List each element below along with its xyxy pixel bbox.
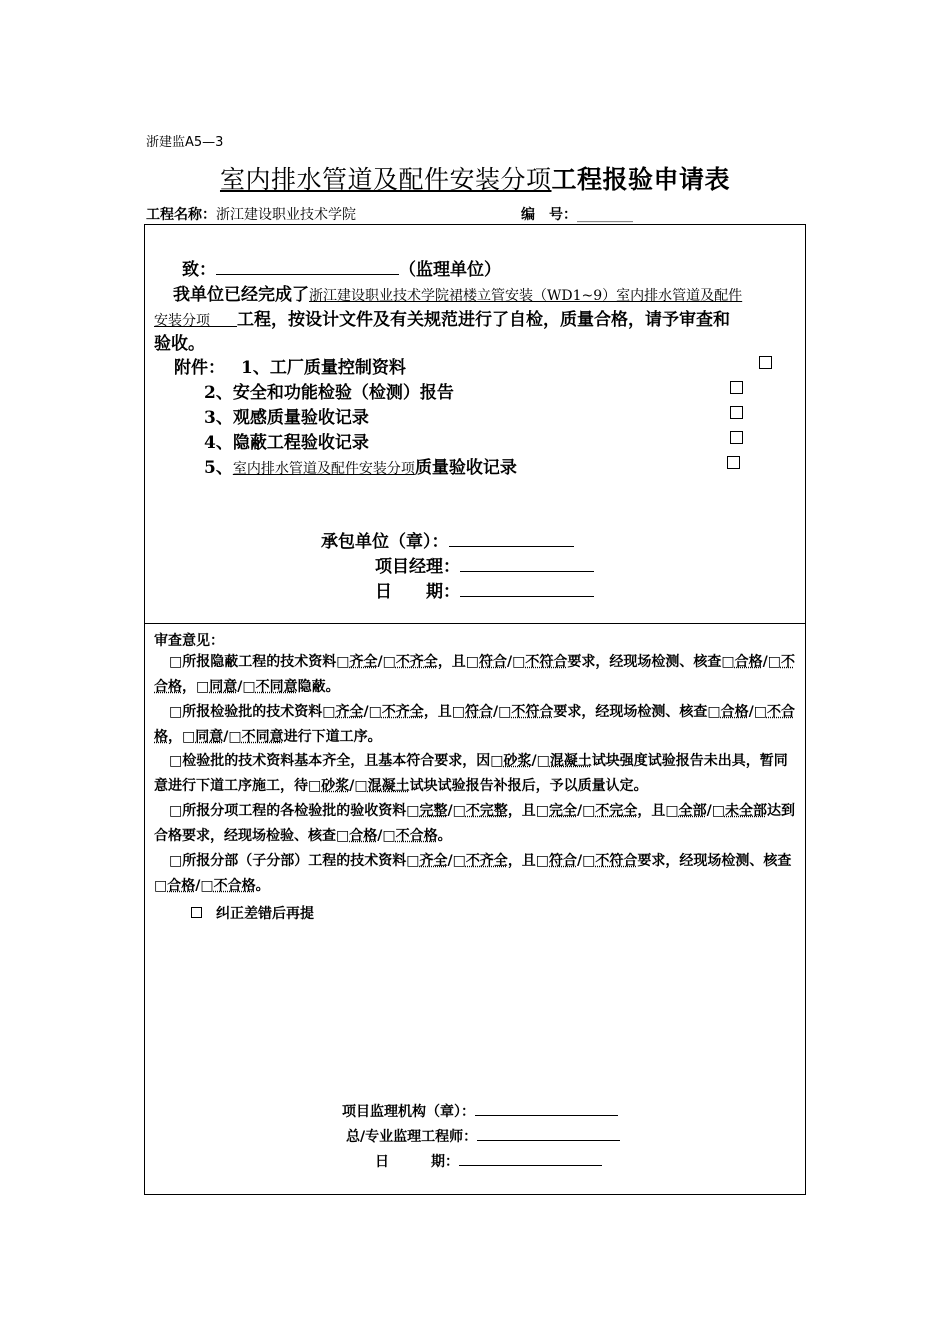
review-text: ，且□ xyxy=(507,853,550,869)
engineer-blank[interactable] xyxy=(477,1140,620,1141)
review-text: /□ xyxy=(447,853,466,869)
review-text: /□ xyxy=(363,704,382,720)
review-date-label: 日 期： xyxy=(375,1154,459,1170)
attachment-5 xyxy=(204,453,517,478)
review-text: /□ xyxy=(237,679,256,695)
review-text: ，且□ xyxy=(507,803,550,819)
review-option[interactable]: 不同意 xyxy=(241,729,284,745)
application-text-rest1: 工程，按设计文件及有关规范进行了自检，质量合格，请予审查和 xyxy=(237,310,731,330)
correction-checkbox[interactable] xyxy=(191,907,202,918)
attachments-label: 附件： xyxy=(174,358,225,378)
attachment-3-checkbox[interactable] xyxy=(730,406,743,419)
attachment-1: 1、工厂质量控制资料 xyxy=(241,358,406,378)
attachment-5-suffix: 质量验收记录 xyxy=(414,458,517,478)
review-item-2 xyxy=(154,700,799,750)
review-text: 试块试验报告补报后，予以质量认定。 xyxy=(409,778,648,794)
review-text: /□ xyxy=(195,878,214,894)
attachment-3: 3、观感质量验收记录 xyxy=(204,408,369,428)
review-text: /□ xyxy=(706,803,725,819)
engineer-label: 总/专业监理工程师： xyxy=(346,1129,478,1145)
addressee-label: 致： xyxy=(182,260,216,280)
contractor-label: 承包单位（章）： xyxy=(321,532,449,552)
review-option[interactable]: 砂浆 xyxy=(503,753,532,769)
manager-label: 项目经理： xyxy=(375,557,460,577)
project-name-value: 浙江建设职业技术学院 xyxy=(216,207,356,223)
review-text: □所报分部（子分部）工程的技术资料□ xyxy=(169,853,420,869)
application-date-label: 日 期： xyxy=(375,582,460,602)
application-line-3: 验收。 xyxy=(154,334,205,354)
review-text: ，□ xyxy=(182,679,210,695)
form-number-row xyxy=(521,204,633,224)
title-subject: 室内排水管道及配件安装分项 xyxy=(219,165,552,194)
attachment-5-subject[interactable]: 室内排水管道及配件安装分项 xyxy=(232,461,415,477)
attachment-5-checkbox[interactable] xyxy=(727,456,740,469)
review-org-row xyxy=(342,1101,618,1121)
review-text: /□ xyxy=(377,654,396,670)
review-option[interactable]: 不合格 xyxy=(395,828,438,844)
project-name-label: 工程名称： xyxy=(146,207,216,223)
review-option[interactable]: 齐全 xyxy=(349,654,378,670)
addressee-blank[interactable] xyxy=(216,274,399,275)
addressee-suffix: （监理单位） xyxy=(399,260,501,280)
review-text: /□ xyxy=(223,729,242,745)
review-option[interactable]: 不合格 xyxy=(213,878,256,894)
review-item-4 xyxy=(154,799,799,849)
contractor-row xyxy=(321,527,574,552)
review-text: /□ xyxy=(493,704,512,720)
review-option[interactable]: 合格 xyxy=(349,828,378,844)
review-text: □所报隐蔽工程的技术资料□ xyxy=(169,654,350,670)
review-option[interactable]: 不符合 xyxy=(511,704,554,720)
review-option[interactable]: 不齐全 xyxy=(381,704,424,720)
page-title xyxy=(0,160,950,196)
attachment-5-number: 5、 xyxy=(204,458,233,478)
review-option[interactable]: 不符合 xyxy=(595,853,638,869)
review-option[interactable]: 不合格 xyxy=(154,654,795,695)
addressee-line xyxy=(182,255,501,280)
review-text: 试块强度试验报告未出具，暂同意进行下道工序施工，待□ xyxy=(154,753,788,794)
application-date-row xyxy=(375,577,594,602)
review-text: □所报分项工程的各检验批的验收资料□ xyxy=(169,803,420,819)
section-divider xyxy=(145,623,805,624)
contractor-blank[interactable] xyxy=(449,546,574,547)
review-option[interactable]: 合格 xyxy=(734,654,763,670)
review-text: /□ xyxy=(577,853,596,869)
project-name-row xyxy=(146,204,356,224)
review-text: ，且□ xyxy=(637,803,679,819)
review-text: /□ xyxy=(762,654,781,670)
review-text: ，且□ xyxy=(423,704,466,720)
application-date-blank[interactable] xyxy=(460,596,594,597)
review-option[interactable]: 不齐全 xyxy=(465,853,508,869)
review-text: 。 xyxy=(437,828,452,844)
review-option[interactable]: 未全部 xyxy=(724,803,767,819)
attachment-4-checkbox[interactable] xyxy=(730,431,743,444)
review-option[interactable]: 合格 xyxy=(720,704,749,720)
work-name-line1[interactable]: 浙江建设职业技术学院裙楼立管安装（WD1~9）室内排水管道及配件 xyxy=(309,288,743,304)
review-option[interactable]: 不完全 xyxy=(595,803,638,819)
manager-row xyxy=(375,552,594,577)
review-text: /□ xyxy=(531,753,550,769)
review-text: ，且□ xyxy=(437,654,480,670)
review-text: 达到合格要求，经现场检验、核查□ xyxy=(154,803,795,844)
form-frame xyxy=(144,224,806,1195)
work-name-line2[interactable]: 安装分项 xyxy=(154,313,210,329)
review-item-5 xyxy=(154,849,799,899)
attachment-2-checkbox[interactable] xyxy=(730,381,743,394)
review-text: 进行下道工序。 xyxy=(283,729,382,745)
engineer-row xyxy=(346,1126,620,1146)
review-option[interactable]: 不齐全 xyxy=(395,654,438,670)
form-number-label: 编 号： xyxy=(521,207,577,223)
review-org-label: 项目监理机构（章）： xyxy=(342,1104,475,1120)
correction-row xyxy=(191,903,314,923)
review-item-3 xyxy=(154,749,799,799)
review-text: /□ xyxy=(377,828,396,844)
title-form-name: 工程报验申请表 xyxy=(551,165,731,194)
review-option[interactable]: 混凝土 xyxy=(549,753,592,769)
correction-text: 纠正差错后再提 xyxy=(216,906,314,922)
review-text: ，□ xyxy=(168,729,196,745)
review-text: 隐蔽。 xyxy=(297,679,340,695)
review-text: /□ xyxy=(447,803,466,819)
review-option[interactable]: 符合 xyxy=(549,853,578,869)
review-org-blank[interactable] xyxy=(475,1115,618,1116)
review-heading: 审查意见： xyxy=(154,633,224,649)
review-option[interactable]: 不完整 xyxy=(465,803,508,819)
review-option[interactable]: 不同意 xyxy=(255,679,298,695)
review-option[interactable]: 完整 xyxy=(419,803,448,819)
review-text: /□ xyxy=(577,803,596,819)
review-text: /□ xyxy=(507,654,526,670)
review-option[interactable]: 齐全 xyxy=(419,853,448,869)
review-text: 要求，经现场检测、核查□ xyxy=(553,704,721,720)
review-option[interactable]: 不合格 xyxy=(154,704,795,745)
review-option[interactable]: 混凝土 xyxy=(367,778,410,794)
review-text: □检验批的技术资料基本齐全，且基本符合要求，因□ xyxy=(169,753,504,769)
attachment-4: 4、隐蔽工程验收记录 xyxy=(204,433,369,453)
review-option[interactable]: 符合 xyxy=(465,704,494,720)
form-number-blank[interactable]: ________ xyxy=(577,207,633,223)
review-text: □所报检验批的技术资料□ xyxy=(169,704,336,720)
review-text: 要求，经现场检测、核查□ xyxy=(567,654,735,670)
review-option[interactable]: 同意 xyxy=(209,679,238,695)
manager-blank[interactable] xyxy=(460,571,594,572)
review-text: 要求，经现场检测、核查□ xyxy=(154,853,792,894)
review-text: /□ xyxy=(349,778,368,794)
review-option[interactable]: 不符合 xyxy=(525,654,568,670)
review-option[interactable]: 全部 xyxy=(678,803,707,819)
review-item-1 xyxy=(154,650,799,700)
attachment-1-checkbox[interactable] xyxy=(759,356,772,369)
form-code: 浙建监A5—3 xyxy=(146,135,224,150)
application-line-1 xyxy=(173,280,742,305)
review-option[interactable]: 完全 xyxy=(549,803,578,819)
review-option[interactable]: 齐全 xyxy=(335,704,364,720)
review-option[interactable]: 符合 xyxy=(479,654,508,670)
review-text: /□ xyxy=(748,704,767,720)
review-option[interactable]: 合格 xyxy=(167,878,196,894)
application-line-2 xyxy=(154,305,730,330)
review-text: 。 xyxy=(255,878,270,894)
application-intro: 我单位已经完成了 xyxy=(173,285,309,305)
review-date-blank[interactable] xyxy=(459,1165,602,1166)
attachment-2: 2、安全和功能检验（检测）报告 xyxy=(204,383,454,403)
review-date-row xyxy=(375,1151,602,1171)
review-option[interactable]: 砂浆 xyxy=(321,778,350,794)
review-option[interactable]: 同意 xyxy=(195,729,224,745)
